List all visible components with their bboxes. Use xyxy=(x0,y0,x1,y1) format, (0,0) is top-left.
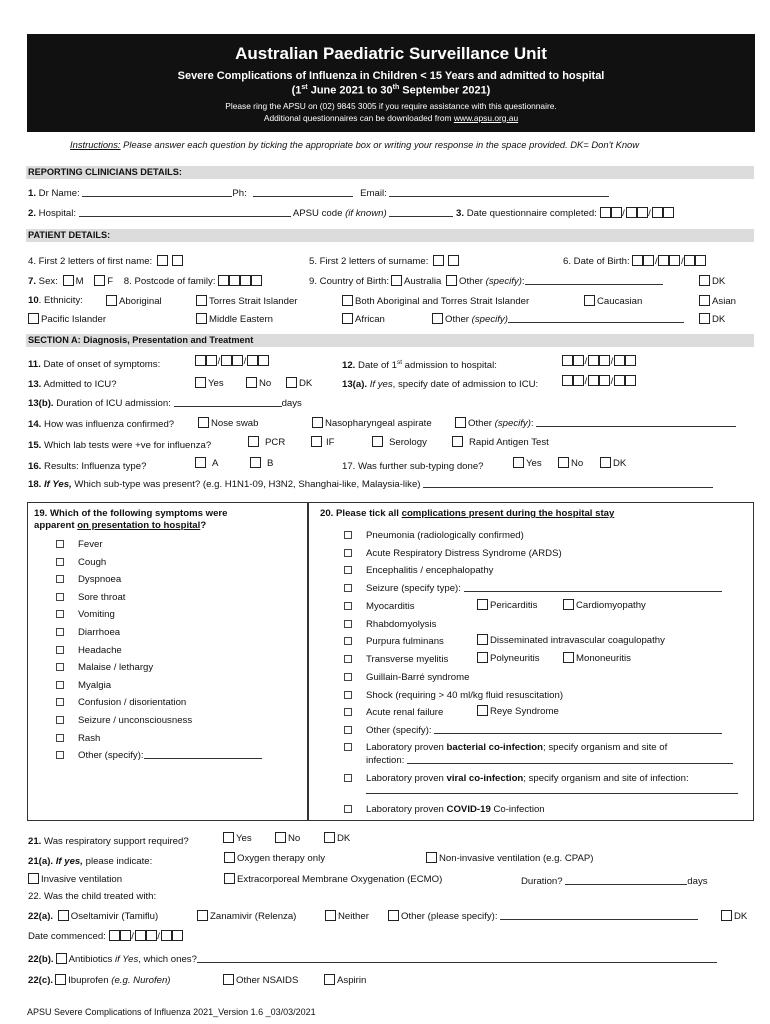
symptom-checkbox[interactable] xyxy=(56,716,64,724)
icu-dk-checkbox[interactable] xyxy=(286,377,297,388)
comp-mononeuritis-checkbox[interactable] xyxy=(563,652,574,663)
bacterial-infection-line: infection: xyxy=(366,755,733,766)
comp-gbs: Guillain-Barré syndrome xyxy=(344,672,469,683)
comp-mononeuritis: Mononeuritis xyxy=(563,652,631,664)
survey-period: (1st June 2021 to 30th September 2021) xyxy=(291,84,491,97)
subtype-yes: Yes xyxy=(513,457,542,469)
symptom-label: Cough xyxy=(78,556,107,568)
comp-viral-checkbox[interactable] xyxy=(344,774,352,782)
eth-tsi-checkbox[interactable] xyxy=(196,295,207,306)
q16-label: 16. Results: Influenza type? xyxy=(28,461,147,472)
symptom-item xyxy=(56,645,122,656)
conf-nose: Nose swab xyxy=(198,417,258,429)
resp-no-checkbox[interactable] xyxy=(275,832,286,843)
type-a-checkbox[interactable] xyxy=(195,457,206,468)
symptom-checkbox[interactable] xyxy=(56,558,64,566)
ibuprofen-checkbox[interactable] xyxy=(55,974,66,985)
symptom-other-field[interactable] xyxy=(144,750,262,759)
symptom-label: Malaise / lethargy xyxy=(78,662,154,674)
comp-purpura-checkbox[interactable] xyxy=(344,637,352,645)
symptom-item xyxy=(56,609,115,620)
symptom-checkbox[interactable] xyxy=(56,593,64,601)
comp-rhabdo: Rhabdomyolysis xyxy=(344,619,436,630)
antiviral-other: Other (please specify): xyxy=(388,910,698,922)
icu-no: No xyxy=(246,377,271,389)
comp-myelitis: Transverse myelitis xyxy=(344,654,448,665)
comp-reye-checkbox[interactable] xyxy=(477,705,488,716)
symptom-checkbox[interactable] xyxy=(56,751,64,759)
comp-myocarditis: Myocarditis xyxy=(344,601,415,612)
q6-row: 6. Date of Birth: / / xyxy=(563,255,706,267)
q22a-row: 22(a). Oseltamivir (Tamiflu) xyxy=(28,911,159,922)
postcode-boxes[interactable] xyxy=(218,276,262,287)
q11-label: 11. Date of onset of symptoms: xyxy=(28,359,161,370)
eth-aboriginal: Aboriginal xyxy=(106,295,162,307)
icu-yes-checkbox[interactable] xyxy=(195,377,206,388)
reporting-heading: REPORTING CLINICIANS DETAILS: xyxy=(26,166,754,179)
q7-row: 7. Sex: M F 8. Postcode of family: xyxy=(28,275,262,287)
first-name-letter-1[interactable] xyxy=(157,255,168,266)
patient-heading: PATIENT DETAILS: xyxy=(26,229,754,242)
country-dk-checkbox[interactable] xyxy=(699,275,710,286)
eth-pacific-checkbox[interactable] xyxy=(28,313,39,324)
eth-aboriginal-checkbox[interactable] xyxy=(106,295,117,306)
conf-other: Other (specify): xyxy=(455,417,736,429)
eth-tsi: Torres Strait Islander xyxy=(196,295,298,307)
q17-label: 17. Was further sub-typing done? xyxy=(342,461,484,472)
symptom-checkbox[interactable] xyxy=(56,734,64,742)
q19-title-line2: apparent on presentation to hospital? xyxy=(34,520,207,531)
lab-if: IF xyxy=(311,436,335,448)
symptom-checkbox[interactable] xyxy=(56,575,64,583)
symptom-label: Dyspnoea xyxy=(78,574,122,586)
resp-ecmo: Extracorporeal Membrane Oxygenation (ECMO) xyxy=(224,873,442,885)
comp-viral: Laboratory proven viral co-infection; specify organism and site of infection: xyxy=(344,773,689,784)
comp-cardiomyopathy: Cardiomyopathy xyxy=(563,599,646,611)
icu-yes: Yes xyxy=(195,377,224,389)
q13a-label: 13(a). If yes, specify date of admission to ICU: xyxy=(342,379,539,390)
comp-seizure: Seizure (specify type): xyxy=(344,583,722,594)
symptom-item xyxy=(56,627,120,638)
antiviral-dk: DK xyxy=(721,910,747,922)
surname-letter-1[interactable] xyxy=(433,255,444,266)
antiviral-dk-checkbox[interactable] xyxy=(721,910,732,921)
lab-pcr-checkbox[interactable] xyxy=(248,436,259,447)
symptom-label: Myalgia xyxy=(78,679,112,691)
comp-myelitis-checkbox[interactable] xyxy=(344,655,352,663)
icu-duration-field[interactable] xyxy=(174,398,282,407)
comp-gbs-checkbox[interactable] xyxy=(344,673,352,681)
onset-date-boxes[interactable]: / / xyxy=(195,355,269,367)
dr-name-field[interactable] xyxy=(82,188,232,197)
neither: Neither xyxy=(325,910,369,922)
country-other-checkbox[interactable] xyxy=(446,275,457,286)
comp-cardiomyopathy-checkbox[interactable] xyxy=(563,599,574,610)
q15-label: 15. Which lab tests were +ve for influenza? xyxy=(28,440,212,451)
seizure-type-field[interactable] xyxy=(464,583,722,592)
eth-dk-checkbox[interactable] xyxy=(699,313,710,324)
eth-both-checkbox[interactable] xyxy=(342,295,353,306)
aspirin-checkbox[interactable] xyxy=(324,974,335,985)
q18-row: 18. If Yes, Which sub-type was present? (e.g. H1N1-09, H3N2, Shanghai-like, Malaysia-like) xyxy=(28,479,713,490)
icu-date-boxes[interactable]: / / xyxy=(562,375,636,387)
comp-enceph-checkbox[interactable] xyxy=(344,566,352,574)
form-subtitle: Severe Complications of Influenza in Children < 15 Years and admitted to hospital xyxy=(177,70,605,82)
sex-female-checkbox[interactable] xyxy=(94,275,105,286)
symptom-label: Fever xyxy=(78,539,103,550)
resp-niv: Non-invasive ventilation (e.g. CPAP) xyxy=(426,852,593,864)
comp-dic: Disseminated intravascular coagulopathy xyxy=(477,634,665,646)
resp-dk-checkbox[interactable] xyxy=(324,832,335,843)
eth-other: Other (specify) xyxy=(432,313,684,325)
eth-middle-eastern-checkbox[interactable] xyxy=(196,313,207,324)
comp-other-field[interactable] xyxy=(434,725,722,734)
symptom-checkbox[interactable] xyxy=(56,681,64,689)
eth-african: African xyxy=(342,313,385,325)
symptom-item xyxy=(56,592,125,603)
conf-naso: Nasopharyngeal aspirate xyxy=(312,417,432,429)
symptom-checkbox[interactable] xyxy=(56,540,64,548)
q13b-row: 13(b). Duration of ICU admission: days xyxy=(28,398,302,409)
country-dk: DK xyxy=(699,275,725,287)
type-b-checkbox[interactable] xyxy=(250,457,261,468)
resp-invasive-checkbox[interactable] xyxy=(28,873,39,884)
symptom-label: Confusion / disorientation xyxy=(78,697,187,709)
comp-renal-checkbox[interactable] xyxy=(344,708,352,716)
download-note: Additional questionnaires can be downloaded from www.apsu.org.au xyxy=(263,112,519,123)
eth-african-checkbox[interactable] xyxy=(342,313,353,324)
q9-row: 9. Country of Birth: Australia Other (specify): xyxy=(309,275,663,287)
lab-rat-checkbox[interactable] xyxy=(452,436,463,447)
type-b: B xyxy=(250,457,273,469)
viral-infection-line xyxy=(366,785,738,796)
symptom-item xyxy=(56,680,111,691)
symptom-checkbox[interactable] xyxy=(56,646,64,654)
symptom-item xyxy=(56,697,186,708)
nsaids: Other NSAIDS xyxy=(223,974,298,986)
comp-bacterial-checkbox[interactable] xyxy=(344,743,352,751)
q22-label: 22. Was the child treated with: xyxy=(28,891,157,902)
q1-row: 1. Dr Name: Ph: Email: xyxy=(28,188,609,199)
lab-serology: Serology xyxy=(372,436,427,448)
resp-dk: DK xyxy=(324,832,350,844)
q12-label: 12. Date of 1st admission to hospital: xyxy=(342,359,497,372)
eth-middle-eastern: Middle Eastern xyxy=(196,313,273,325)
date-commenced-boxes[interactable]: / / xyxy=(109,931,183,942)
comp-purpura: Purpura fulminans xyxy=(344,636,444,647)
nsaids-checkbox[interactable] xyxy=(223,974,234,985)
symptom-checkbox[interactable] xyxy=(56,698,64,706)
resp-duration-field[interactable] xyxy=(565,876,687,885)
lab-rat: Rapid Antigen Test xyxy=(452,436,549,448)
q21a-label: 21(a). If yes, please indicate: xyxy=(28,856,153,867)
email-field[interactable] xyxy=(389,188,609,197)
icu-no-checkbox[interactable] xyxy=(246,377,257,388)
comp-other-checkbox[interactable] xyxy=(344,726,352,734)
comp-pericarditis-checkbox[interactable] xyxy=(477,599,488,610)
antiviral-other-checkbox[interactable] xyxy=(388,910,399,921)
symptom-item xyxy=(56,574,121,585)
comp-shock-checkbox[interactable] xyxy=(344,691,352,699)
conf-other-checkbox[interactable] xyxy=(455,417,466,428)
comp-myocarditis-checkbox[interactable] xyxy=(344,602,352,610)
q21-label: 21. Was respiratory support required? xyxy=(28,836,189,847)
apsu-code-field[interactable] xyxy=(389,208,453,217)
surname-letter-2[interactable] xyxy=(448,255,459,266)
comp-ards-checkbox[interactable] xyxy=(344,549,352,557)
resp-oxygen: Oxygen therapy only xyxy=(224,852,325,864)
comp-covid: Laboratory proven COVID-19 Co-infection xyxy=(344,804,545,815)
q5-row: 5. First 2 letters of surname: xyxy=(309,255,461,267)
q10-label: 10. Ethnicity: xyxy=(28,295,83,306)
symptom-label: Vomiting xyxy=(78,609,115,621)
comp-polyneuritis-checkbox[interactable] xyxy=(477,652,488,663)
eth-asian-checkbox[interactable] xyxy=(699,295,710,306)
symptom-item xyxy=(56,557,106,568)
eth-both: Both Aboriginal and Torres Strait Islander xyxy=(342,295,529,307)
q20-panel xyxy=(308,502,754,821)
instructions: Instructions: Please answer each question by ticking the appropriate box or writing your response in the space provided. DK= Don't Know xyxy=(70,139,640,150)
q14-label: 14. How was influenza confirmed? xyxy=(28,419,175,430)
comp-covid-checkbox[interactable] xyxy=(344,805,352,813)
subtype-dk: DK xyxy=(600,457,626,469)
resp-ecmo-checkbox[interactable] xyxy=(224,873,235,884)
conf-nose-checkbox[interactable] xyxy=(198,417,209,428)
symptom-label: Diarrhoea xyxy=(78,627,121,638)
phone-note: Please ring the APSU on (02) 9845 3005 if you require assistance with this questionnaire. xyxy=(225,100,557,111)
subtype-yes-checkbox[interactable] xyxy=(513,457,524,468)
form-title: Australian Paediatric Surveillance Unit xyxy=(235,44,547,63)
questionnaire-date-boxes[interactable]: / / xyxy=(600,208,674,219)
resp-yes-checkbox[interactable] xyxy=(223,832,234,843)
footer-version: APSU Severe Complications of Influenza 2021_Version 1.6 _03/03/2021 xyxy=(27,1007,316,1017)
eth-other-field[interactable] xyxy=(508,314,684,323)
oseltamivir-checkbox[interactable] xyxy=(58,910,69,921)
resp-invasive: Invasive ventilation xyxy=(28,873,122,885)
symptom-item xyxy=(56,662,153,673)
subtype-field[interactable] xyxy=(423,479,713,488)
bacterial-infection-field[interactable] xyxy=(407,755,733,764)
symptom-checkbox[interactable] xyxy=(56,628,64,636)
comp-enceph: Encephalitis / encephalopathy xyxy=(344,565,493,576)
eth-other-checkbox[interactable] xyxy=(432,313,443,324)
comp-dic-checkbox[interactable] xyxy=(477,634,488,645)
symptom-label: Sore throat xyxy=(78,591,126,603)
country-other-field[interactable] xyxy=(525,276,663,285)
zanamivir: Zanamivir (Relenza) xyxy=(197,910,296,922)
q4-row: 4. First 2 letters of first name: xyxy=(28,255,185,267)
comp-reye: Reye Syndrome xyxy=(477,705,559,717)
subtype-no: No xyxy=(558,457,583,469)
conf-other-field[interactable] xyxy=(536,418,736,427)
header-banner xyxy=(27,34,755,132)
viral-infection-field[interactable] xyxy=(366,785,738,794)
comp-shock: Shock (requiring > 40 ml/kg fluid resuscitation) xyxy=(344,690,563,701)
resp-duration: Duration? days xyxy=(521,876,708,887)
eth-pacific: Pacific Islander xyxy=(28,313,106,325)
dob-boxes[interactable]: / / xyxy=(632,256,706,267)
comp-rhabdo-checkbox[interactable] xyxy=(344,620,352,628)
antibiotics-checkbox[interactable] xyxy=(56,953,67,964)
q22b-row: 22(b). Antibiotics if Yes, which ones? xyxy=(28,953,717,965)
symptom-label: Headache xyxy=(78,644,122,656)
symptom-item xyxy=(56,750,262,761)
resp-no: No xyxy=(275,832,300,844)
lab-serology-checkbox[interactable] xyxy=(372,436,383,447)
q19-title-line1: 19. Which of the following symptoms were xyxy=(34,508,228,519)
aspirin: Aspirin xyxy=(324,974,366,986)
resp-yes: Yes xyxy=(223,832,252,844)
apsu-website-link[interactable]: www.apsu.org.au xyxy=(453,112,519,123)
first-name-letter-2[interactable] xyxy=(172,255,183,266)
lab-if-checkbox[interactable] xyxy=(311,436,322,447)
icu-dk: DK xyxy=(286,377,312,389)
comp-pneumonia-checkbox[interactable] xyxy=(344,531,352,539)
antibiotics-field[interactable] xyxy=(197,954,717,963)
q2-row: 2. Hospital: APSU code (if known) 3. Date questionnaire completed: / / xyxy=(28,207,674,219)
symptom-label: Rash xyxy=(78,732,101,744)
resp-niv-checkbox[interactable] xyxy=(426,852,437,863)
symptom-item xyxy=(56,715,192,726)
eth-asian: Asian xyxy=(699,295,736,307)
q22c-row: 22(c). Ibuprofen (e.g. Nurofen) xyxy=(28,975,171,986)
admission-date-boxes[interactable]: / / xyxy=(562,355,636,367)
symptom-checkbox[interactable] xyxy=(56,610,64,618)
comp-pneumonia: Pneumonia (radiologically confirmed) xyxy=(344,530,524,541)
neither-checkbox[interactable] xyxy=(325,910,336,921)
symptom-label: Seizure / unconsciousness xyxy=(78,715,193,726)
q20-title: 20. Please tick all complications present during the hospital stay xyxy=(320,508,615,519)
subtype-no-checkbox[interactable] xyxy=(558,457,569,468)
lab-pcr: PCR xyxy=(248,436,285,448)
comp-ards: Acute Respiratory Distress Syndrome (ARDS) xyxy=(344,548,562,559)
antiviral-other-field[interactable] xyxy=(500,911,698,920)
comp-bacterial: Laboratory proven bacterial co-infection; specify organism and site of xyxy=(344,742,667,753)
comp-seizure-checkbox[interactable] xyxy=(344,584,352,592)
resp-oxygen-checkbox[interactable] xyxy=(224,852,235,863)
eth-caucasian: Caucasian xyxy=(584,295,642,307)
comp-renal: Acute renal failure xyxy=(344,707,443,718)
date-commenced-row: Date commenced: / / xyxy=(28,930,183,942)
eth-caucasian-checkbox[interactable] xyxy=(584,295,595,306)
zanamivir-checkbox[interactable] xyxy=(197,910,208,921)
section-a-heading: SECTION A: Diagnosis, Presentation and Treatment xyxy=(26,334,754,347)
subtype-dk-checkbox[interactable] xyxy=(600,457,611,468)
symptom-item xyxy=(56,733,100,744)
comp-pericarditis: Pericarditis xyxy=(477,599,537,611)
type-a: A xyxy=(195,457,218,469)
comp-other: Other (specify): xyxy=(344,725,722,736)
q19-panel xyxy=(27,502,308,821)
conf-naso-checkbox[interactable] xyxy=(312,417,323,428)
phone-field[interactable] xyxy=(253,188,353,197)
symptom-label: Other (specify): xyxy=(78,750,144,762)
eth-dk: DK xyxy=(699,313,725,325)
symptom-item xyxy=(56,539,103,550)
symptom-checkbox[interactable] xyxy=(56,663,64,671)
q13-label: 13. Admitted to ICU? xyxy=(28,379,117,390)
sex-male-checkbox[interactable] xyxy=(63,275,74,286)
hospital-field[interactable] xyxy=(79,208,291,217)
country-australia-checkbox[interactable] xyxy=(391,275,402,286)
comp-polyneuritis: Polyneuritis xyxy=(477,652,540,664)
